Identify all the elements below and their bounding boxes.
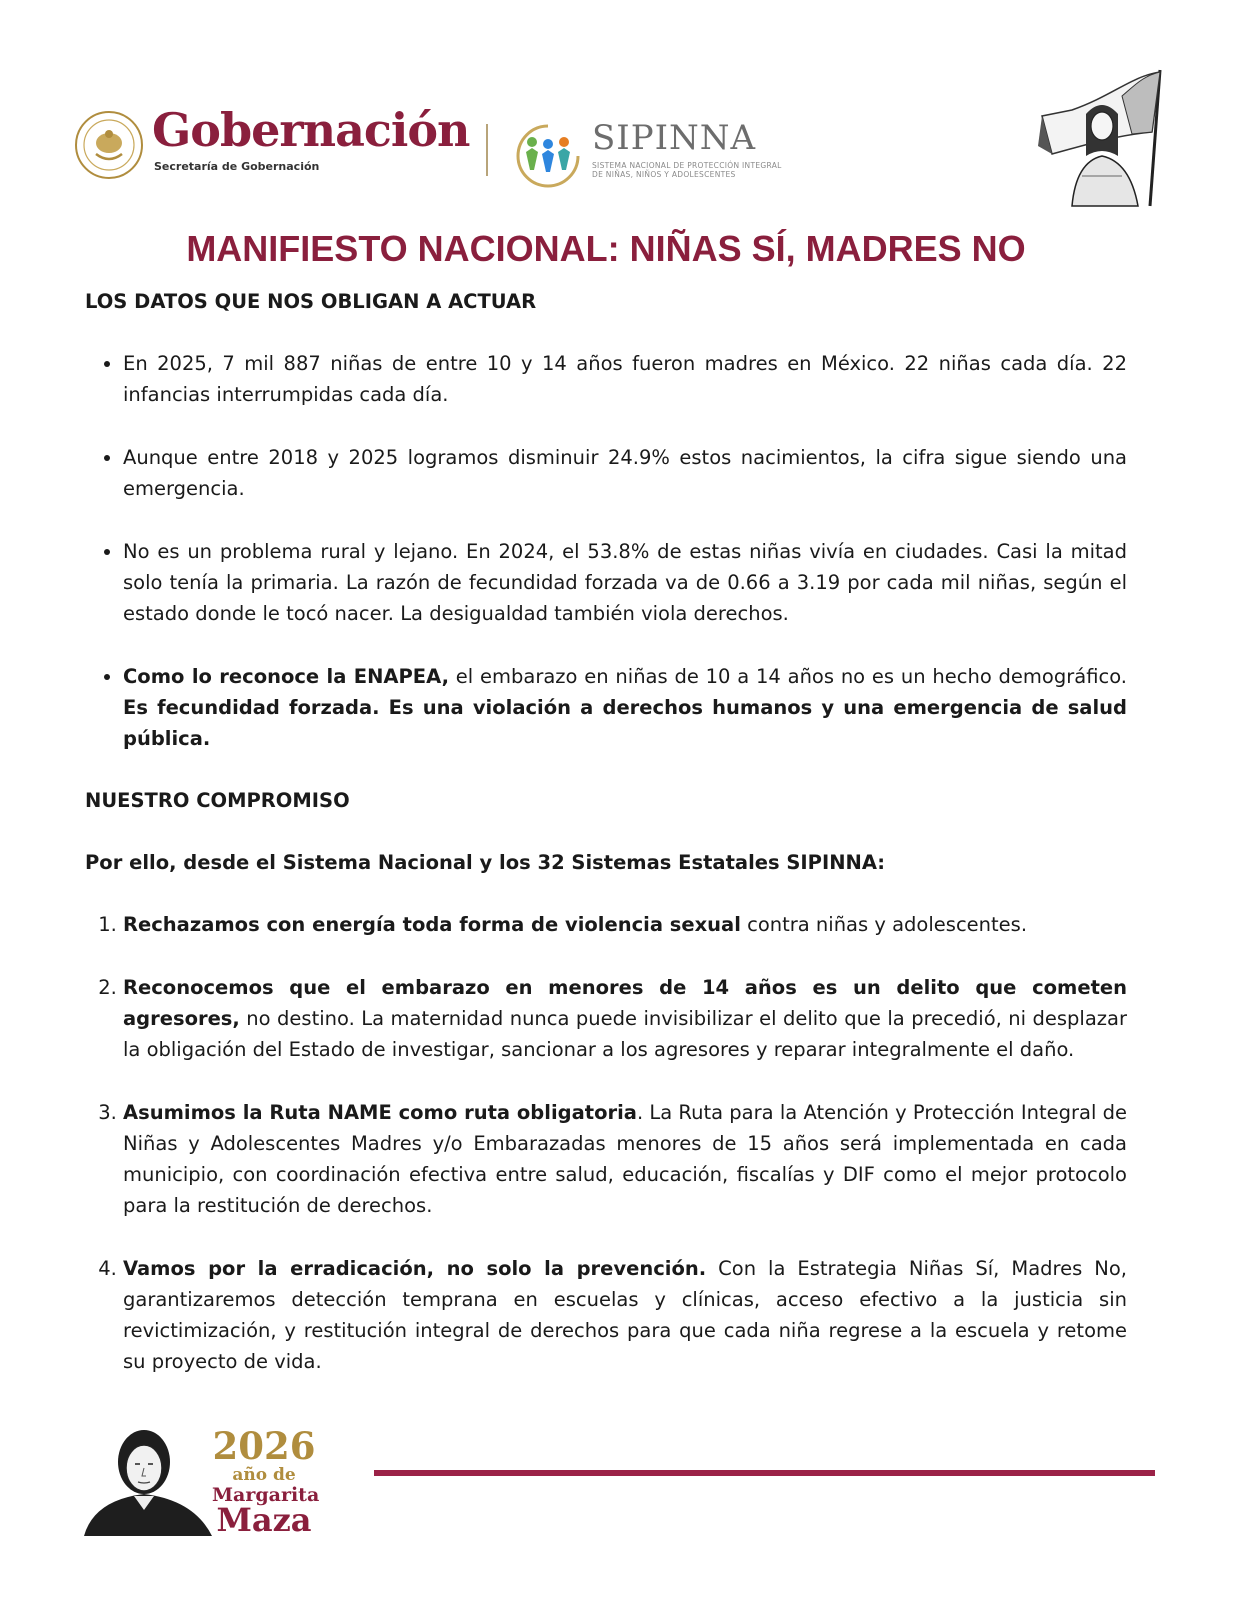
section-heading-compromiso: NUESTRO COMPROMISO (85, 789, 350, 812)
data-bullet-list (85, 348, 1127, 754)
commitment-bold-text: Reconocemos que el embarazo en menores de 14 años es un delito que cometen agresores, (123, 976, 1127, 1030)
year-ano-de: año de (232, 1465, 296, 1485)
bullet-text: el embarazo en niñas de 10 a 14 años no es un hecho demográfico. (448, 665, 1127, 688)
year-label: 2026 (212, 1424, 316, 1468)
bullet-text: No es un problema rural y lejano. En 2024, el 53.8% de estas niñas vivía en ciudades. Casi la mitad solo tenía la primaria. La razón de fecundidad forzada va de 0.66 a 3.19 por cada mil niñas, según el estado donde le tocó nacer. La desigualdad también viola derechos. (123, 540, 1127, 625)
commitment-item (123, 1253, 1127, 1377)
commitment-item (123, 972, 1127, 1065)
commitment-bold-text: Vamos por la erradicación, no solo la prevención. (123, 1257, 707, 1280)
margarita-maza-portrait (84, 1418, 214, 1536)
commitment-text: no destino. La maternidad nunca puede invisibilizar el delito que la precedió, ni desplazar la obligación del Estado de investigar, sancionar a los agresores y reparar integralmente el daño. (123, 1007, 1127, 1061)
national-seal-icon (74, 110, 144, 180)
sipinna-logo-text: SIPINNA (592, 118, 757, 158)
commitment-bold-text: Rechazamos con energía toda forma de violencia sexual (123, 913, 741, 936)
commitment-bold-text: Asumimos la Ruta NAME como ruta obligatoria (123, 1101, 637, 1124)
year-name-last: Maza (216, 1501, 312, 1539)
sipinna-logo-icon (512, 122, 584, 190)
header-divider (486, 124, 488, 176)
document-body (85, 286, 1127, 1377)
commitment-item (123, 909, 1127, 940)
bullet-bold-text: Como lo reconoce la ENAPEA, (123, 665, 449, 688)
footer-rule (374, 1470, 1155, 1476)
commitment-text: Con la Estrategia Niñas Sí, Madres No, garantizaremos detección temprana en escuelas y clínicas, acceso efectivo a la justicia sin revictimización, y restitución integral de derechos para que cada niña regrese a la escuela y retome su proyecto de vida. (123, 1257, 1127, 1373)
commitment-text: . La Ruta para la Atención y Protección Integral de Niñas y Adolescentes Madres y/o Embarazadas menores de 15 años será implementada en cada municipio, con coordinación efectiva entre salud, educación, fiscalías y DIF como el mejor protocolo para la restitución de derechos. (123, 1101, 1128, 1217)
bullet-item (123, 348, 1127, 410)
bullet-text: En 2025, 7 mil 887 niñas de entre 10 y 14 años fueron madres en México. 22 niñas cada día. 22 infancias interrumpidas cada día. (123, 352, 1127, 406)
gobernacion-subtitle: Secretaría de Gobernación (154, 160, 320, 173)
bullet-text: Aunque entre 2018 y 2025 logramos disminuir 24.9% estos nacimientos, la cifra sigue siendo una emergencia. (123, 446, 1127, 500)
section-heading-datos: LOS DATOS QUE NOS OBLIGAN A ACTUAR (85, 290, 537, 313)
sipinna-subtitle: SISTEMA NACIONAL DE PROTECCIÓN INTEGRAL DE NIÑAS, NIÑOS Y ADOLESCENTES (592, 161, 782, 179)
year-name-first: Margarita (212, 1484, 320, 1506)
commitment-text: contra niñas y adolescentes. (740, 913, 1028, 936)
bullet-item (123, 442, 1127, 504)
bullet-bold-text: Es fecundidad forzada. Es una violación a derechos humanos y una emergencia de salud pública. (123, 696, 1127, 750)
heroine-with-flag-illustration (1032, 66, 1172, 210)
commitment-item (123, 1097, 1127, 1221)
bullet-item (123, 661, 1127, 754)
document-title: MANIFIESTO NACIONAL: NIÑAS SÍ, MADRES NO (186, 228, 1026, 269)
page-header (0, 0, 1236, 215)
commitment-list (85, 909, 1127, 1377)
commitment-intro: Por ello, desde el Sistema Nacional y los 32 Sistemas Estatales SIPINNA: (85, 851, 886, 874)
bullet-item (123, 536, 1127, 629)
gobernacion-logo-text: Gobernación (152, 103, 470, 157)
